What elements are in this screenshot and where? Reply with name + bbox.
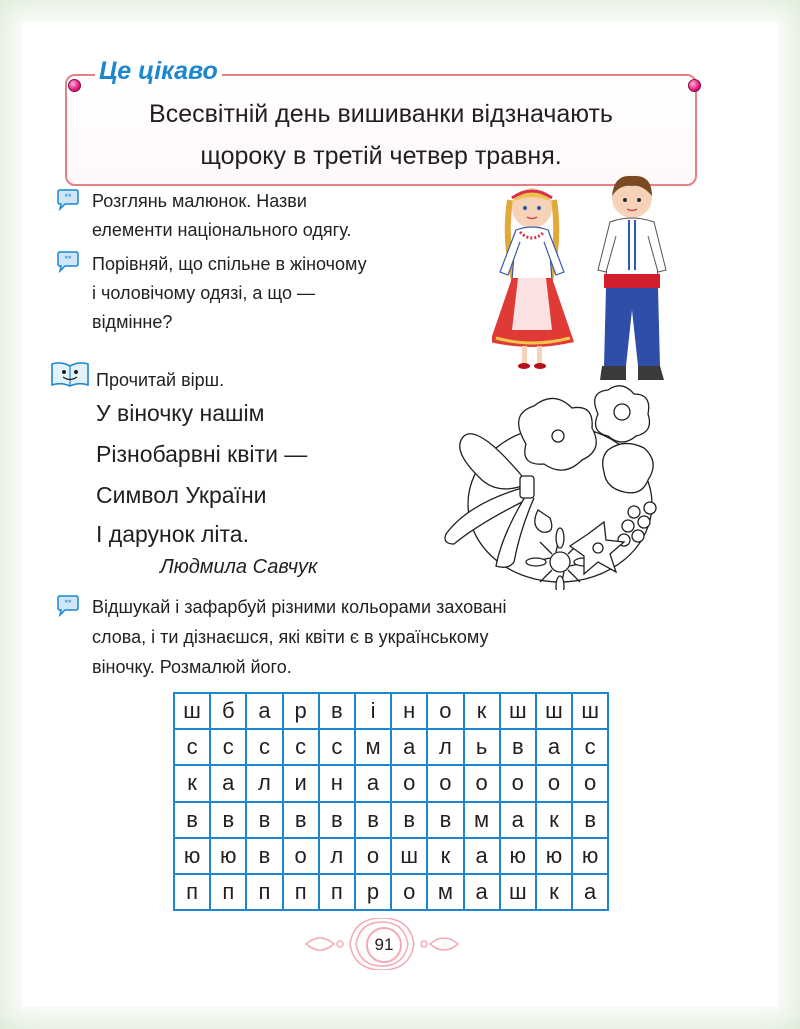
grid-cell[interactable]: л [246, 765, 282, 801]
grid-cell[interactable]: м [427, 874, 463, 910]
card-left-pin-icon [68, 79, 81, 92]
grid-cell[interactable]: и [283, 765, 319, 801]
grid-cell[interactable]: б [210, 693, 246, 729]
grid-row [174, 693, 608, 729]
grid-cell[interactable]: ю [500, 838, 536, 874]
grid-row [174, 802, 608, 838]
card-line-1: Всесвітній день вишиванки відзначають [149, 100, 613, 128]
poem-line-4: І дарунок літа. [96, 521, 249, 547]
grid-cell[interactable]: в [210, 802, 246, 838]
grid-cell[interactable]: м [355, 729, 391, 765]
discussion-icon [56, 595, 80, 617]
poem-author: Людмила Савчук [160, 556, 318, 578]
grid-cell[interactable]: а [246, 693, 282, 729]
grid-cell[interactable]: а [464, 838, 500, 874]
task4-line-3: віночку. Розмалюй його. [92, 657, 292, 677]
grid-cell[interactable]: о [391, 874, 427, 910]
card-title: Це цікаво [95, 57, 222, 86]
grid-cell[interactable]: о [464, 765, 500, 801]
grid-row [174, 838, 608, 874]
task1-line-1: Розглянь малюнок. Назви [92, 191, 307, 211]
grid-cell[interactable]: м [464, 802, 500, 838]
grid-cell[interactable]: а [210, 765, 246, 801]
task2-line-3: відмінне? [92, 312, 173, 332]
task2-line-2: і чоловічому одязі, а що — [92, 283, 315, 303]
grid-cell[interactable]: ш [536, 693, 572, 729]
grid-cell[interactable]: ш [500, 693, 536, 729]
task4-line-1: Відшукай і зафарбуй різними кольорами заховані [92, 597, 507, 617]
task1-line-2: елементи національного одягу. [92, 220, 352, 240]
grid-cell[interactable]: о [355, 838, 391, 874]
grid-cell[interactable]: о [283, 838, 319, 874]
svg-text:**: ** [64, 598, 72, 608]
grid-cell[interactable]: а [572, 874, 608, 910]
grid-cell[interactable]: с [210, 729, 246, 765]
grid-cell[interactable]: а [355, 765, 391, 801]
poem-line-3: Символ України [96, 482, 267, 508]
grid-cell[interactable]: в [391, 802, 427, 838]
task3-label: Прочитай вірш. [96, 370, 225, 390]
grid-cell[interactable]: с [246, 729, 282, 765]
discussion-icon [56, 251, 80, 273]
grid-cell[interactable]: о [391, 765, 427, 801]
grid-cell[interactable]: і [355, 693, 391, 729]
grid-cell[interactable]: п [246, 874, 282, 910]
grid-cell[interactable]: н [391, 693, 427, 729]
grid-cell[interactable]: с [319, 729, 355, 765]
grid-cell[interactable]: с [174, 729, 210, 765]
grid-cell[interactable]: в [500, 729, 536, 765]
grid-cell[interactable]: к [464, 693, 500, 729]
task4-line-2: слова, і ти дізнаєшся, які квіти є в українському [92, 627, 489, 647]
page-number: 91 [366, 927, 402, 963]
grid-cell[interactable]: в [246, 802, 282, 838]
grid-cell[interactable]: а [500, 802, 536, 838]
grid-cell[interactable]: п [210, 874, 246, 910]
grid-cell[interactable]: ю [174, 838, 210, 874]
grid-cell[interactable]: л [319, 838, 355, 874]
grid-cell[interactable]: а [391, 729, 427, 765]
poem-line-1: У віночку нашім [96, 400, 265, 426]
task2-line-1: Порівняй, що спільне в жіночому [92, 254, 367, 274]
grid-cell[interactable]: о [536, 765, 572, 801]
svg-text:**: ** [64, 254, 72, 264]
grid-cell[interactable]: ю [210, 838, 246, 874]
grid-cell[interactable]: п [283, 874, 319, 910]
grid-cell[interactable]: к [536, 874, 572, 910]
grid-cell[interactable]: к [174, 765, 210, 801]
grid-cell[interactable]: р [355, 874, 391, 910]
grid-cell[interactable]: в [427, 802, 463, 838]
grid-cell[interactable]: в [246, 838, 282, 874]
grid-cell[interactable]: ю [536, 838, 572, 874]
svg-text:**: ** [64, 192, 72, 202]
grid-cell[interactable]: в [355, 802, 391, 838]
grid-cell[interactable]: в [283, 802, 319, 838]
grid-row [174, 874, 608, 910]
grid-cell[interactable]: в [174, 802, 210, 838]
grid-cell[interactable]: о [500, 765, 536, 801]
discussion-icon [56, 189, 80, 211]
poem-line-2: Різнобарвні квіти — [96, 441, 308, 467]
card-right-pin-icon [688, 79, 701, 92]
grid-row [174, 729, 608, 765]
grid-cell[interactable]: ш [391, 838, 427, 874]
grid-cell[interactable]: в [319, 802, 355, 838]
grid-cell[interactable]: л [427, 729, 463, 765]
grid-cell[interactable]: о [427, 765, 463, 801]
grid-cell[interactable]: в [319, 693, 355, 729]
grid-cell[interactable]: п [319, 874, 355, 910]
grid-cell[interactable]: ь [464, 729, 500, 765]
grid-cell[interactable]: ш [500, 874, 536, 910]
reading-book-icon [50, 360, 90, 388]
grid-cell[interactable]: а [464, 874, 500, 910]
girl-figure [492, 188, 574, 369]
grid-cell[interactable]: н [319, 765, 355, 801]
flower-wreath-outline-illustration [438, 384, 664, 590]
children-in-national-costume-illustration [492, 170, 692, 400]
grid-cell[interactable]: п [174, 874, 210, 910]
grid-cell[interactable]: а [536, 729, 572, 765]
word-search-grid [173, 692, 609, 911]
grid-cell[interactable]: с [572, 729, 608, 765]
grid-cell[interactable]: ш [572, 693, 608, 729]
grid-cell[interactable]: ю [572, 838, 608, 874]
grid-cell[interactable]: р [283, 693, 319, 729]
card-line-2: щороку в третій четвер травня. [200, 142, 562, 170]
grid-cell[interactable]: к [427, 838, 463, 874]
grid-cell[interactable]: к [536, 802, 572, 838]
grid-row [174, 765, 608, 801]
grid-cell[interactable]: с [283, 729, 319, 765]
grid-cell[interactable]: ш [174, 693, 210, 729]
grid-cell[interactable]: в [572, 802, 608, 838]
grid-cell[interactable]: о [572, 765, 608, 801]
boy-figure [598, 176, 666, 380]
grid-cell[interactable]: о [427, 693, 463, 729]
